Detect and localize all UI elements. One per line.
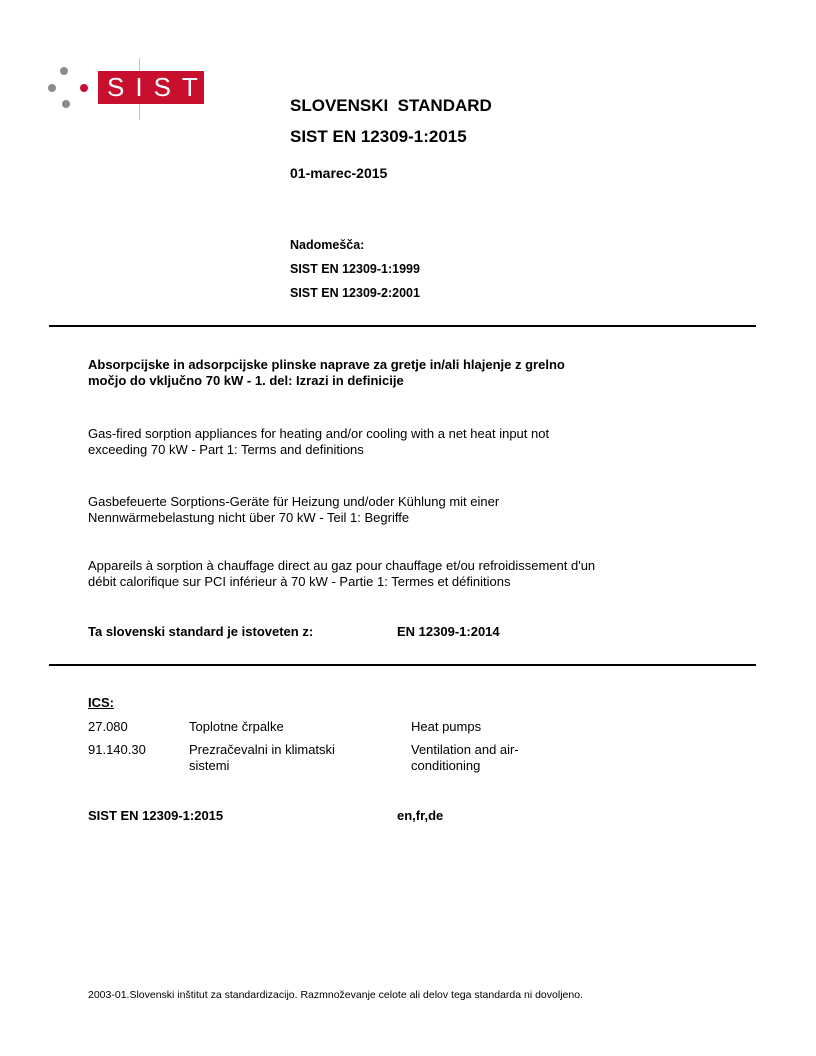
ics-english: Heat pumps [411,719,482,734]
standard-number: SIST EN 12309-1:2015 [290,127,467,146]
title-french [88,558,595,590]
summary-languages: en,fr,de [397,808,444,823]
ics-line: conditioning [411,758,481,773]
publication-date: 01-marec-2015 [290,165,388,181]
summary-standard: SIST EN 12309-1:2015 [88,808,224,823]
ics-code: 27.080 [88,719,128,734]
divider-top [49,325,756,327]
replaces-label: Nadomešča: [290,238,365,252]
title-line: Nennwärmebelastung nicht über 70 kW - Teil 1: Begriffe [88,510,410,525]
logo-dot-right [80,84,88,92]
title-line: Gasbefeuerte Sorptions-Geräte für Heizung und/oder Kühlung mit einer [88,494,500,509]
title-german [88,494,499,526]
ics-line: sistemi [189,758,230,773]
ics-slovenian: Toplotne črpalke [189,719,284,734]
sist-logo [0,0,210,125]
ics-line: Prezračevalni in klimatski [189,742,335,757]
divider-bottom [49,664,756,666]
title-line: débit calorifique sur PCI inférieur à 70 kW - Partie 1: Termes et définitions [88,574,511,589]
copyright-footer: 2003-01.Slovenski inštitut za standardizacijo. Razmnoževanje celote ali delov tega standarda ni dovoljeno. [88,989,583,1001]
standard-heading: SLOVENSKI STANDARD [290,96,492,115]
title-line: Gas-fired sorption appliances for heating and/or cooling with a net heat input not [88,426,550,441]
identical-label: Ta slovenski standard je istoveten z: [88,624,314,639]
ics-code: 91.140.30 [88,742,146,757]
logo-dot-left [48,84,56,92]
title-english [88,426,549,458]
ics-line: Ventilation and air- [411,742,519,757]
ics-label: ICS: [88,695,114,710]
replaces-item: SIST EN 12309-2:2001 [290,286,420,300]
title-line: Appareils à sorption à chauffage direct au gaz pour chauffage et/ou refroidissement d'un [88,558,596,573]
ics-english [411,742,519,774]
title-line: močjo do vključno 70 kW - 1. del: Izrazi in definicije [88,373,404,388]
logo-dot-bottom [62,100,70,108]
logo-badge [98,71,209,104]
replaces-item: SIST EN 12309-1:1999 [290,262,420,276]
logo-dot-top [60,67,68,75]
logo-text: SIST [107,72,209,102]
title-line: Absorpcijske in adsorpcijske plinske naprave za gretje in/ali hlajenje z grelno [88,357,565,372]
identical-value: EN 12309-1:2014 [397,624,500,639]
title-line: exceeding 70 kW - Part 1: Terms and definitions [88,442,364,457]
title-slovenian [88,357,565,389]
ics-slovenian [189,742,335,774]
